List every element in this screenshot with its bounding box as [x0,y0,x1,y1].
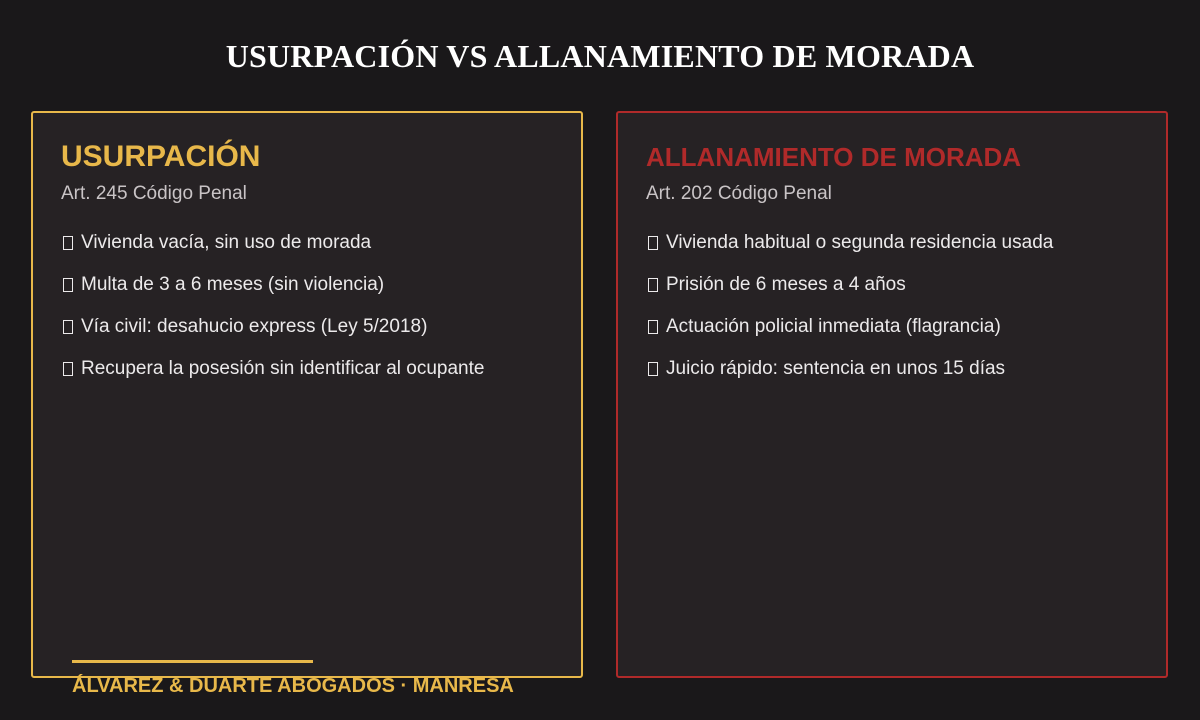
list-item [61,315,484,357]
missing-glyph-box-icon [648,236,658,250]
list-item [61,357,484,399]
missing-glyph-box-icon [63,278,73,292]
missing-glyph-box-icon [648,362,658,376]
card-title: USURPACIÓN [61,140,261,173]
list-item-text: Vivienda vacía, sin uso de morada [81,232,372,253]
missing-glyph-box-icon [63,320,73,334]
list-item-text: Actuación policial inmediata (flagrancia) [666,316,1001,337]
list-item [646,315,1053,357]
card-item-list [646,231,1053,399]
missing-glyph-box-icon [648,278,658,292]
list-item-text: Multa de 3 a 6 meses (sin violencia) [81,274,385,295]
allanamiento-card [616,111,1168,678]
list-item [646,357,1053,399]
list-item-text: Recupera la posesión sin identificar al ocupante [81,358,485,379]
list-item-text: Vivienda habitual o segunda residencia usada [666,232,1054,253]
footer-firm-name: ÁLVAREZ & DUARTE ABOGADOS · MANRESA [72,675,514,697]
missing-glyph-box-icon [63,362,73,376]
list-item [646,273,1053,315]
card-item-list [61,231,484,399]
usurpacion-card [31,111,583,678]
card-title: ALLANAMIENTO DE MORADA [646,142,1022,172]
list-item [61,273,484,315]
footer-divider [72,660,313,663]
card-subtitle: Art. 245 Código Penal [61,183,247,204]
missing-glyph-box-icon [63,236,73,250]
list-item-text: Vía civil: desahucio express (Ley 5/2018) [81,316,428,337]
missing-glyph-box-icon [648,320,658,334]
list-item-text: Prisión de 6 meses a 4 años [666,274,906,295]
page-title: USURPACIÓN VS ALLANAMIENTO DE MORADA [225,38,975,74]
list-item-text: Juicio rápido: sentencia en unos 15 días [666,358,1006,379]
list-item [61,231,484,273]
list-item [646,231,1053,273]
card-subtitle: Art. 202 Código Penal [646,183,832,204]
